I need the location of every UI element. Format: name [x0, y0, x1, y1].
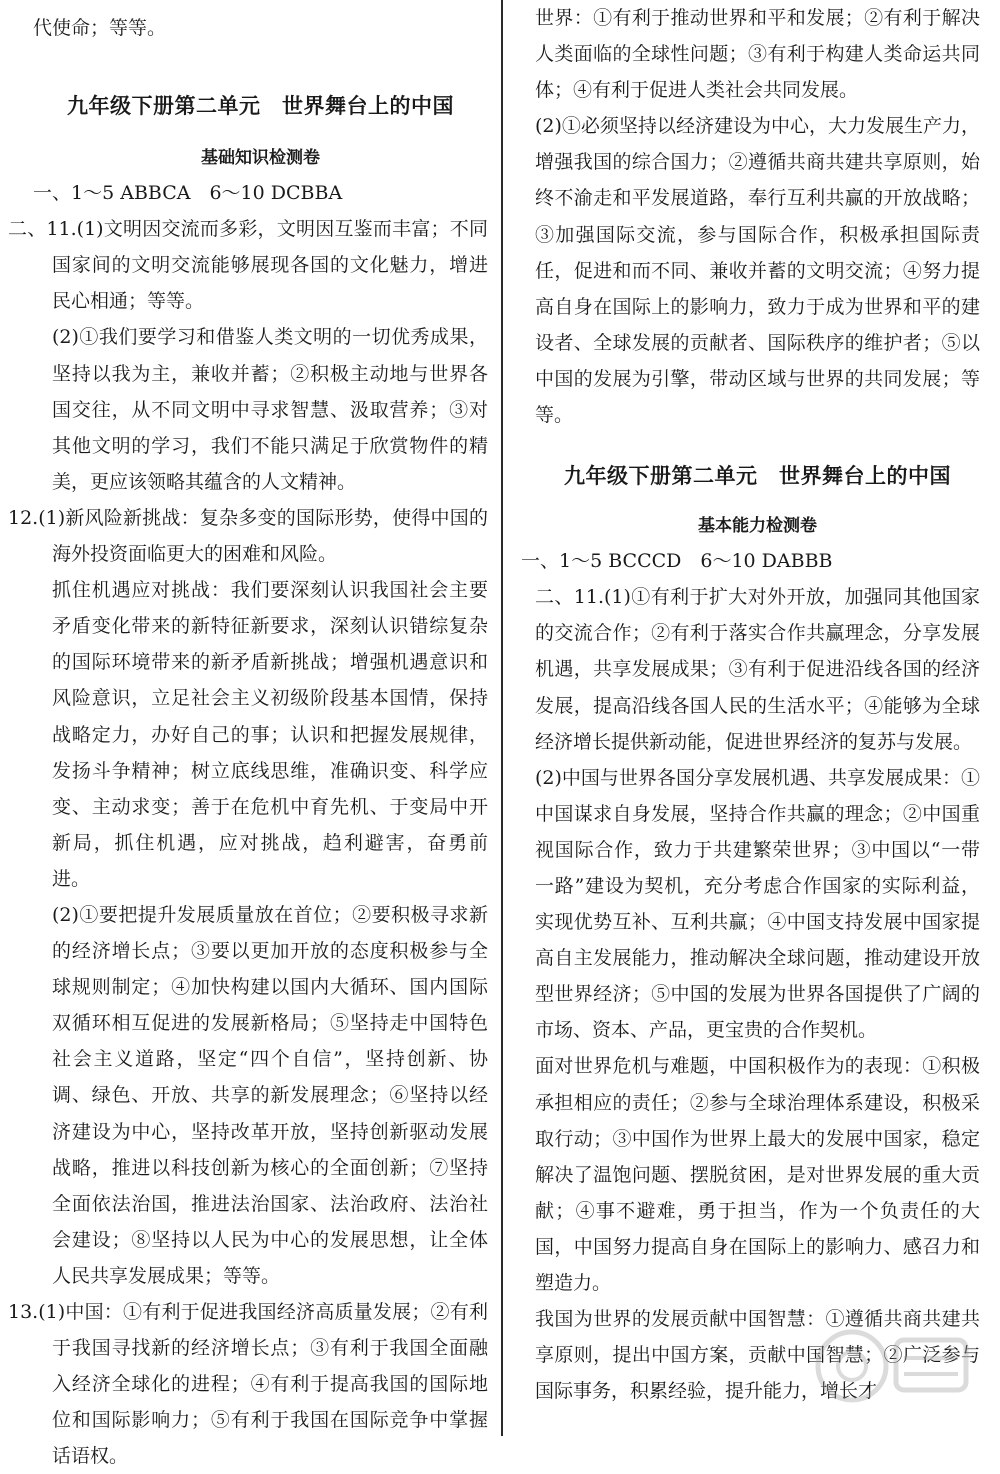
answer-13-1: 13.(1)中国：①有利于促进我国经济高质量发展；②有利于我国寻找新的经济增长点；③有利于我国全面融入经济全球化的进程；④有利于提高我国的国际地位和国际影响力；⑤有利于我国在国际竞争中掌握话语权。: [8, 1301, 488, 1468]
answer-11-2: (2)①我们要学习和借鉴人类文明的一切优秀成果，坚持以我为主，兼收并蓄；②积极主动地与世界各国交往，从不同文明中寻求智慧、汲取营养；③对其他文明的学习，我们不能只满足于欣赏物件的精美，更应该领略其蕴含的人文精神。: [52, 326, 488, 493]
answer-12-1: 12.(1)新风险新挑战：复杂多变的国际形势，使得中国的海外投资面临更大的困难和风险。: [8, 506, 488, 566]
section-title: 九年级下册第二单元 世界舞台上的中国: [67, 94, 454, 119]
left-column: [8, 0, 488, 1468]
answer-11-4: 我国为世界的发展贡献中国智慧：①遵循共商共建共享原则，提出中国方案，贡献中国智慧；②广泛参与国际事务，积累经验，提升能力，增长才: [535, 1308, 980, 1403]
section-title: 九年级下册第二单元 世界舞台上的中国: [564, 464, 951, 489]
continued-text: 代使命；等等。: [33, 17, 167, 39]
section-subtitle: 基础知识检测卷: [201, 148, 320, 169]
answer-11-1: 二、11.(1)①有利于扩大对外开放，加强同其他国家的交流合作；②有利于落实合作共赢理念，分享发展机遇，共享发展成果；③有利于促进沿线各国的经济发展，提高沿线各国人民的生活水平；④能够为全球经济增长提供新动能，促进世界经济的复苏与发展。: [535, 586, 980, 753]
watermark-logo-icon: [792, 1318, 982, 1428]
answer-11-2: (2)中国与世界各国分享发展机遇、共享发展成果：①中国谋求自身发展，坚持合作共赢的理念；②中国重视国际合作，致力于共建繁荣世界；③中国以“一带一路”建设为契机，充分考虑合作国家的实际利益，实现优势互补、互利共赢；④中国支持发展中国家提高自主发展能力，推动解决全球问题，推动建设开放型世界经济；⑤中国的发展为世界各国提供了广阔的市场、资本、产品，更宝贵的合作契机。: [535, 766, 980, 1042]
right-column: [521, 0, 980, 1436]
answer-part-1: 一、1～5 BCCCD 6～10 DABBB: [521, 550, 833, 573]
answer-13-2: (2)①必须坚持以经济建设为中心，大力发展生产力，增强我国的综合国力；②遵循共商共建共享原则，始终不渝走和平发展道路，奉行互利共赢的开放战略；③加强国际交流，参与国际合作，积极承担国际责任，促进和而不同、兼收并蓄的文明交流；④努力提高自身在国际上的影响力，致力于成为世界和平的建设者、全球发展的贡献者、国际秩序的维护者；⑤以中国的发展为引擎，带动区域与世界的共同发展；等等。: [535, 115, 980, 427]
answer-11-3: 面对世界危机与难题，中国积极作为的表现：①积极承担相应的责任；②参与全球治理体系建设，积极采取行动；③中国作为世界上最大的发展中国家，稳定解决了温饱问题、摆脱贫困，是对世界发展的重大贡献；④事不避难，勇于担当，作为一个负责任的大国，中国努力提高自身在国际上的影响力、感召力和塑造力。: [535, 1055, 980, 1294]
answer-12-1b: 抓住机遇应对挑战：我们要深刻认识我国社会主要矛盾变化带来的新特征新要求，深刻认识错综复杂的国际环境带来的新矛盾新挑战；增强机遇意识和风险意识，立足社会主义初级阶段基本国情，保持战略定力，办好自己的事；认识和把握发展规律，发扬斗争精神；树立底线思维，准确识变、科学应变、主动求变；善于在危机中育先机、于变局中开新局，抓住机遇，应对挑战，趋利避害，奋勇前进。: [52, 579, 488, 890]
section-subtitle: 基本能力检测卷: [698, 516, 817, 537]
answer-13-1-world: 世界：①有利于推动世界和平和发展；②有利于解决人类面临的全球性问题；③有利于构建人类命运共同体；④有利于促进人类社会共同发展。: [535, 7, 980, 102]
answer-part-1: 一、1～5 ABBCA 6～10 DCBBA: [33, 182, 343, 205]
column-divider: [501, 0, 503, 1436]
answer-12-2: (2)①要把提升发展质量放在首位；②要积极寻求新的经济增长点；③要以更加开放的态度积极参与全球规则制定；④加快构建以国内大循环、国内国际双循环相互促进的发展新格局；⑤坚持走中国特色社会主义道路，坚定“四个自信”，坚持创新、协调、绿色、开放、共享的新发展理念；⑥坚持以经济建设为中心，坚持改革开放，坚持创新驱动发展战略，推进以科技创新为核心的全面创新；⑦坚持全面依法治国，推进法治国家、法治政府、法治社会建设；⑧坚持以人民为中心的发展思想，让全体人民共享发展成果；等等。: [52, 903, 488, 1287]
answer-11-1: 二、11.(1)文明因交流而多彩，文明因互鉴而丰富；不同国家间的文明交流能够展现各国的文化魅力，增进民心相通；等等。: [8, 218, 488, 313]
